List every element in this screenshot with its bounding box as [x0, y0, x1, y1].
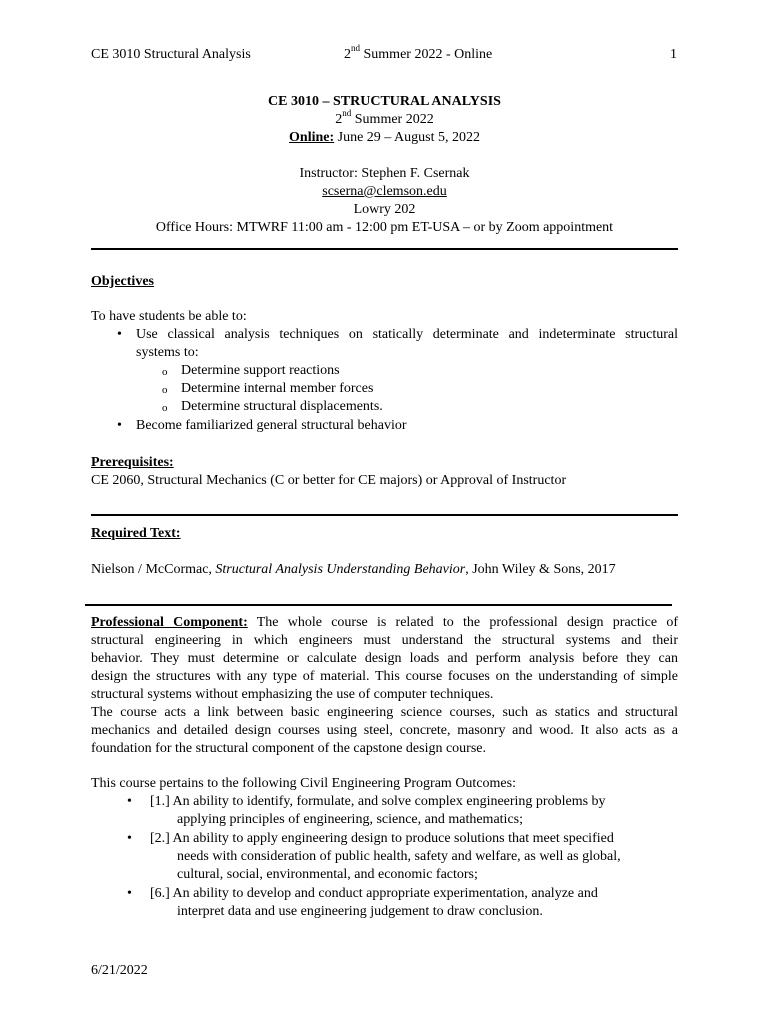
bullet-icon: •: [117, 418, 122, 433]
bullet-icon: •: [127, 794, 132, 809]
professional-line: foundation for the structural component of the capstone design course.: [91, 741, 486, 756]
header-term: 2nd Summer 2022 - Online: [344, 43, 493, 62]
objective-item-1-line-1: Use classical analysis techniques on statically determinate and indeterminate structural: [136, 327, 678, 342]
course-title: CE 3010 – STRUCTURAL ANALYSIS: [268, 94, 501, 109]
sub-bullet-icon: o: [162, 366, 168, 378]
professional-line: behavior. They must determine or calculate design loads and perform analysis before they can: [91, 651, 678, 666]
divider-3: [85, 604, 672, 606]
prerequisites-heading: Prerequisites:: [91, 455, 174, 470]
bullet-icon: •: [117, 327, 122, 342]
footer-date: 6/21/2022: [91, 963, 148, 978]
professional-line: structural engineering in which engineers must understand the structural systems and their: [91, 633, 678, 648]
professional-line: mechanics and detailed design courses using steel, concrete, masonry and wood. It also acts as a: [91, 723, 678, 738]
professional-line: Professional Component: The whole course is related to the professional design practice of: [91, 615, 678, 630]
objectives-intro: To have students be able to:: [91, 309, 247, 324]
professional-line: design the structures with any type of material. This course focuses on the understanding of simple: [91, 669, 678, 684]
instructor-name: Instructor: Stephen F. Csernak: [299, 166, 470, 181]
sub-bullet-icon: o: [162, 384, 168, 396]
sub-bullet-icon: o: [162, 402, 168, 414]
divider-1: [91, 248, 678, 250]
prerequisites-text: CE 2060, Structural Mechanics (C or better for CE majors) or Approval of Instructor: [91, 473, 567, 488]
objective-sub-item: Determine internal member forces: [181, 381, 374, 396]
header-page-number: 1: [670, 47, 677, 62]
professional-line: structural systems without emphasizing the use of computer techniques.: [91, 687, 494, 702]
professional-component-section: [91, 614, 678, 758]
outcome-2-line-3: cultural, social, environmental, and economic factors;: [177, 867, 478, 882]
divider-2: [91, 514, 678, 516]
outcome-1-line-1: [1.] An ability to identify, formulate, and solve complex engineering problems by: [150, 794, 606, 809]
bullet-icon: •: [127, 831, 132, 846]
bullet-icon: •: [127, 886, 132, 901]
instructor-email-link[interactable]: scserna@clemson.edu: [322, 184, 447, 199]
objective-item-1-line-2: systems to:: [136, 345, 199, 360]
objective-sub-item: Determine support reactions: [181, 363, 340, 378]
office-hours: Office Hours: MTWRF 11:00 am - 12:00 pm ET-USA – or by Zoom appointment: [155, 220, 614, 235]
course-dates: Online: June 29 – August 5, 2022: [289, 130, 480, 145]
required-text-citation: Nielson / McCormac, Structural Analysis Understanding Behavior, John Wiley & Sons, 2017: [91, 562, 616, 577]
outcome-3-line-2: interpret data and use engineering judgement to draw conclusion.: [177, 904, 543, 919]
header-course: CE 3010 Structural Analysis: [91, 47, 251, 62]
outcome-3-line-1: [6.] An ability to develop and conduct appropriate experimentation, analyze and: [150, 886, 598, 901]
title-block: [91, 93, 678, 237]
objective-sub-item: Determine structural displacements.: [181, 399, 383, 414]
outcomes-intro: This course pertains to the following Civil Engineering Program Outcomes:: [91, 776, 516, 791]
professional-heading: Professional Component:: [91, 615, 248, 630]
objectives-heading: Objectives: [91, 274, 154, 289]
professional-line: The course acts a link between basic engineering science courses, such as statics and structural: [91, 705, 678, 720]
outcome-1-line-2: applying principles of engineering, science, and mathematics;: [177, 812, 523, 827]
outcome-2-line-1: [2.] An ability to apply engineering design to produce solutions that meet specified: [150, 831, 614, 846]
course-term: 2nd Summer 2022: [335, 108, 434, 127]
outcome-2-line-2: needs with consideration of public health, safety and welfare, as well as global,: [177, 849, 621, 864]
required-text-heading: Required Text:: [91, 526, 181, 541]
objective-item-2: Become familiarized general structural behavior: [136, 418, 407, 433]
office-location: Lowry 202: [353, 202, 416, 217]
